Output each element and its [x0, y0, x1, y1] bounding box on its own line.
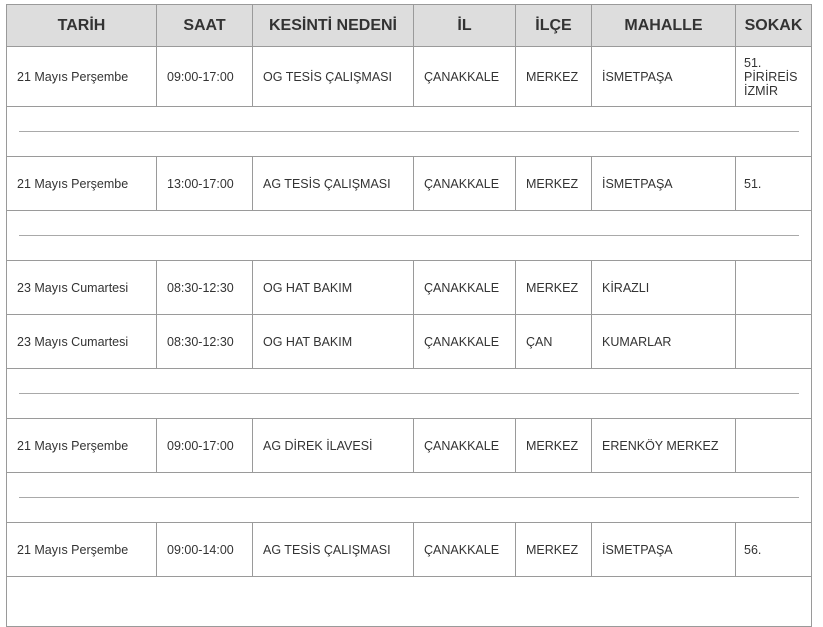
divider — [19, 131, 799, 132]
cell-saat: 08:30-12:30 — [157, 315, 253, 369]
cell-tarih: 21 Mayıs Perşembe — [7, 157, 157, 211]
cell-sokak: 51. PİRİREİS İZMİR — [736, 47, 812, 107]
cell-sokak — [736, 261, 812, 315]
cell-tarih: 21 Mayıs Perşembe — [7, 523, 157, 577]
cell-sokak: 56. — [736, 523, 812, 577]
cell-il: ÇANAKKALE — [414, 261, 516, 315]
cell-neden: AG TESİS ÇALIŞMASI — [253, 523, 414, 577]
table-row — [7, 157, 812, 211]
cell-mahalle: İSMETPAŞA — [592, 47, 736, 107]
cell-tarih: 21 Mayıs Perşembe — [7, 47, 157, 107]
cell-il: ÇANAKKALE — [414, 315, 516, 369]
cell-neden: AG DİREK İLAVESİ — [253, 419, 414, 473]
header-tarih: TARİH — [7, 5, 157, 47]
separator-row — [7, 107, 812, 157]
cell-tarih: 21 Mayıs Perşembe — [7, 419, 157, 473]
table-row — [7, 261, 812, 315]
cell-mahalle: KUMARLAR — [592, 315, 736, 369]
cell-sokak: 51. — [736, 157, 812, 211]
cell-mahalle: İSMETPAŞA — [592, 157, 736, 211]
divider — [19, 393, 799, 394]
separator-row — [7, 369, 812, 419]
table-row — [7, 419, 812, 473]
table-row — [7, 47, 812, 107]
separator-row — [7, 473, 812, 523]
cell-saat: 13:00-17:00 — [157, 157, 253, 211]
cell-il: ÇANAKKALE — [414, 157, 516, 211]
divider — [19, 497, 799, 498]
cell-sokak — [736, 419, 812, 473]
cell-neden: OG HAT BAKIM — [253, 315, 414, 369]
header-saat: SAAT — [157, 5, 253, 47]
cell-ilce: MERKEZ — [516, 47, 592, 107]
header-il: İL — [414, 5, 516, 47]
cell-ilce: MERKEZ — [516, 157, 592, 211]
cell-tarih: 23 Mayıs Cumartesi — [7, 315, 157, 369]
outage-table — [6, 4, 812, 627]
cell-sokak — [736, 315, 812, 369]
cell-saat: 09:00-17:00 — [157, 419, 253, 473]
cell-ilce: MERKEZ — [516, 523, 592, 577]
header-sokak: SOKAK — [736, 5, 812, 47]
cell-il: ÇANAKKALE — [414, 523, 516, 577]
cell-tarih: 23 Mayıs Cumartesi — [7, 261, 157, 315]
header-kesinti-nedeni: KESİNTİ NEDENİ — [253, 5, 414, 47]
cell-ilce: MERKEZ — [516, 261, 592, 315]
cell-mahalle: İSMETPAŞA — [592, 523, 736, 577]
separator-row — [7, 211, 812, 261]
table-row — [7, 523, 812, 577]
cell-il: ÇANAKKALE — [414, 47, 516, 107]
cell-ilce: ÇAN — [516, 315, 592, 369]
cell-il: ÇANAKKALE — [414, 419, 516, 473]
cell-saat: 09:00-14:00 — [157, 523, 253, 577]
cell-neden: AG TESİS ÇALIŞMASI — [253, 157, 414, 211]
cell-mahalle: KİRAZLI — [592, 261, 736, 315]
cell-saat: 09:00-17:00 — [157, 47, 253, 107]
header-ilce: İLÇE — [516, 5, 592, 47]
divider — [19, 235, 799, 236]
cell-saat: 08:30-12:30 — [157, 261, 253, 315]
header-row — [7, 5, 812, 47]
separator-row — [7, 577, 812, 627]
table-row — [7, 315, 812, 369]
cell-mahalle: ERENKÖY MERKEZ — [592, 419, 736, 473]
cell-neden: OG HAT BAKIM — [253, 261, 414, 315]
cell-ilce: MERKEZ — [516, 419, 592, 473]
header-mahalle: MAHALLE — [592, 5, 736, 47]
cell-neden: OG TESİS ÇALIŞMASI — [253, 47, 414, 107]
